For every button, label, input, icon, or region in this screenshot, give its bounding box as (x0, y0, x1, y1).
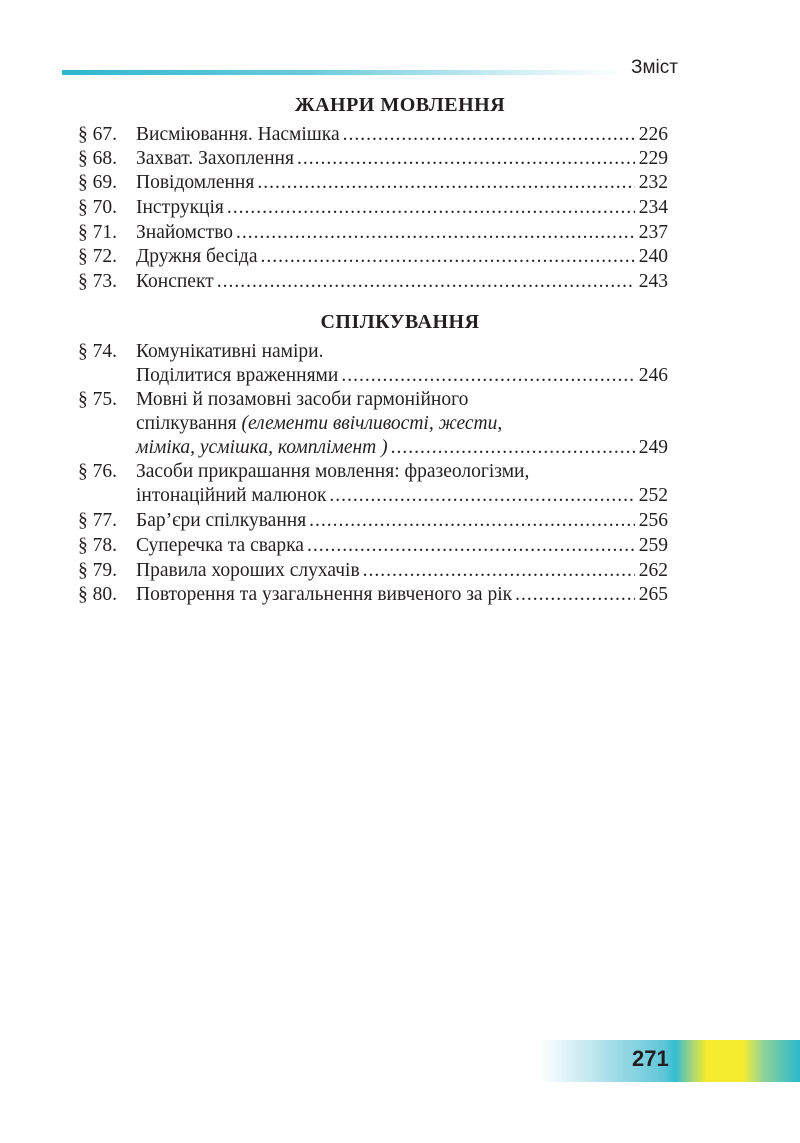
entry-page: 256 (638, 510, 668, 531)
paragraph-number: § 75. (78, 389, 117, 410)
entry-title: Повідомлення (136, 172, 255, 193)
entry-title: Інструкція (136, 197, 224, 218)
entry-title-line2: інтонаційний малюнок (136, 485, 327, 506)
toc-entry-75[interactable] (78, 388, 668, 460)
entry-title-line2: спілкування (136, 413, 237, 434)
entry-title: Висміювання. Насмішка (136, 124, 340, 145)
paragraph-number: § 79. (78, 560, 117, 581)
paragraph-number: § 69. (78, 172, 117, 193)
entry-title: Дружня бесіда (136, 246, 258, 267)
entry-title-line2-italic: (елементи ввічливості, жести, (241, 413, 503, 434)
entry-title: Правила хороших слухачів (136, 560, 360, 581)
paragraph-number: § 78. (78, 535, 117, 556)
toc-entry-76[interactable] (78, 460, 668, 508)
entry-title-line3-italic: міміка, усмішка, комплімент ) (136, 437, 388, 458)
paragraph-number: § 68. (78, 148, 117, 169)
toc-entry-80[interactable] (78, 583, 668, 607)
toc-entry-69[interactable] (78, 171, 668, 195)
paragraph-number: § 71. (78, 222, 117, 243)
entry-title: Знайомство (136, 222, 234, 243)
entry-page: 232 (638, 172, 668, 193)
entry-page: 243 (638, 271, 668, 292)
toc-entry-74[interactable] (78, 340, 668, 388)
entry-page: 229 (638, 148, 668, 169)
header-rule (62, 70, 622, 75)
paragraph-number: § 77. (78, 510, 117, 531)
entry-title: Бар’єри спілкування (136, 510, 307, 531)
entry-title-line2: Поділитися враженнями (136, 365, 339, 386)
paragraph-number: § 76. (78, 461, 117, 482)
toc-entry-79[interactable] (78, 559, 668, 583)
toc-entry-77[interactable] (78, 509, 668, 533)
paragraph-number: § 74. (78, 341, 117, 362)
toc-entry-71[interactable] (78, 221, 668, 245)
entry-page: 249 (638, 437, 668, 458)
paragraph-number: § 70. (78, 197, 117, 218)
entry-page: 262 (638, 560, 668, 581)
entry-title: Конспект (136, 271, 214, 292)
page-number: 271 (632, 1046, 669, 1071)
header-label: Зміст (631, 57, 678, 78)
toc-entry-68[interactable] (78, 147, 668, 171)
entry-page: 259 (638, 535, 668, 556)
footer-color-band (540, 1040, 800, 1082)
paragraph-number: § 67. (78, 124, 117, 145)
entry-title: Повторення та узагальнення вивченого за рік (136, 584, 513, 605)
toc-entry-70[interactable] (78, 196, 668, 220)
entry-page: 246 (638, 365, 668, 386)
entry-page: 252 (638, 485, 668, 506)
entry-title: Суперечка та сварка (136, 535, 304, 556)
entry-title-line1: Засоби прикрашання мовлення: фразеологізми, (136, 461, 530, 482)
toc-entry-67[interactable] (78, 123, 668, 147)
entry-page: 265 (638, 584, 668, 605)
paragraph-number: § 80. (78, 584, 117, 605)
paragraph-number: § 73. (78, 271, 117, 292)
toc-entry-72[interactable] (78, 245, 668, 269)
entry-page: 240 (638, 246, 668, 267)
entry-title: Захват. Захоплення (136, 148, 294, 169)
entry-title-line1: Комунікативні наміри. (136, 341, 324, 362)
section-title-communication: СПІЛКУВАННЯ (320, 311, 480, 333)
entry-title-line1: Мовні й позамовні засоби гармонійного (136, 389, 469, 410)
entry-page: 226 (638, 124, 668, 145)
toc-entry-78[interactable] (78, 534, 668, 558)
entry-page: 234 (638, 197, 668, 218)
toc-entry-73[interactable] (78, 270, 668, 294)
entry-page: 237 (638, 222, 668, 243)
paragraph-number: § 72. (78, 246, 117, 267)
section-title-speech-genres: ЖАНРИ МОВЛЕННЯ (294, 94, 506, 116)
